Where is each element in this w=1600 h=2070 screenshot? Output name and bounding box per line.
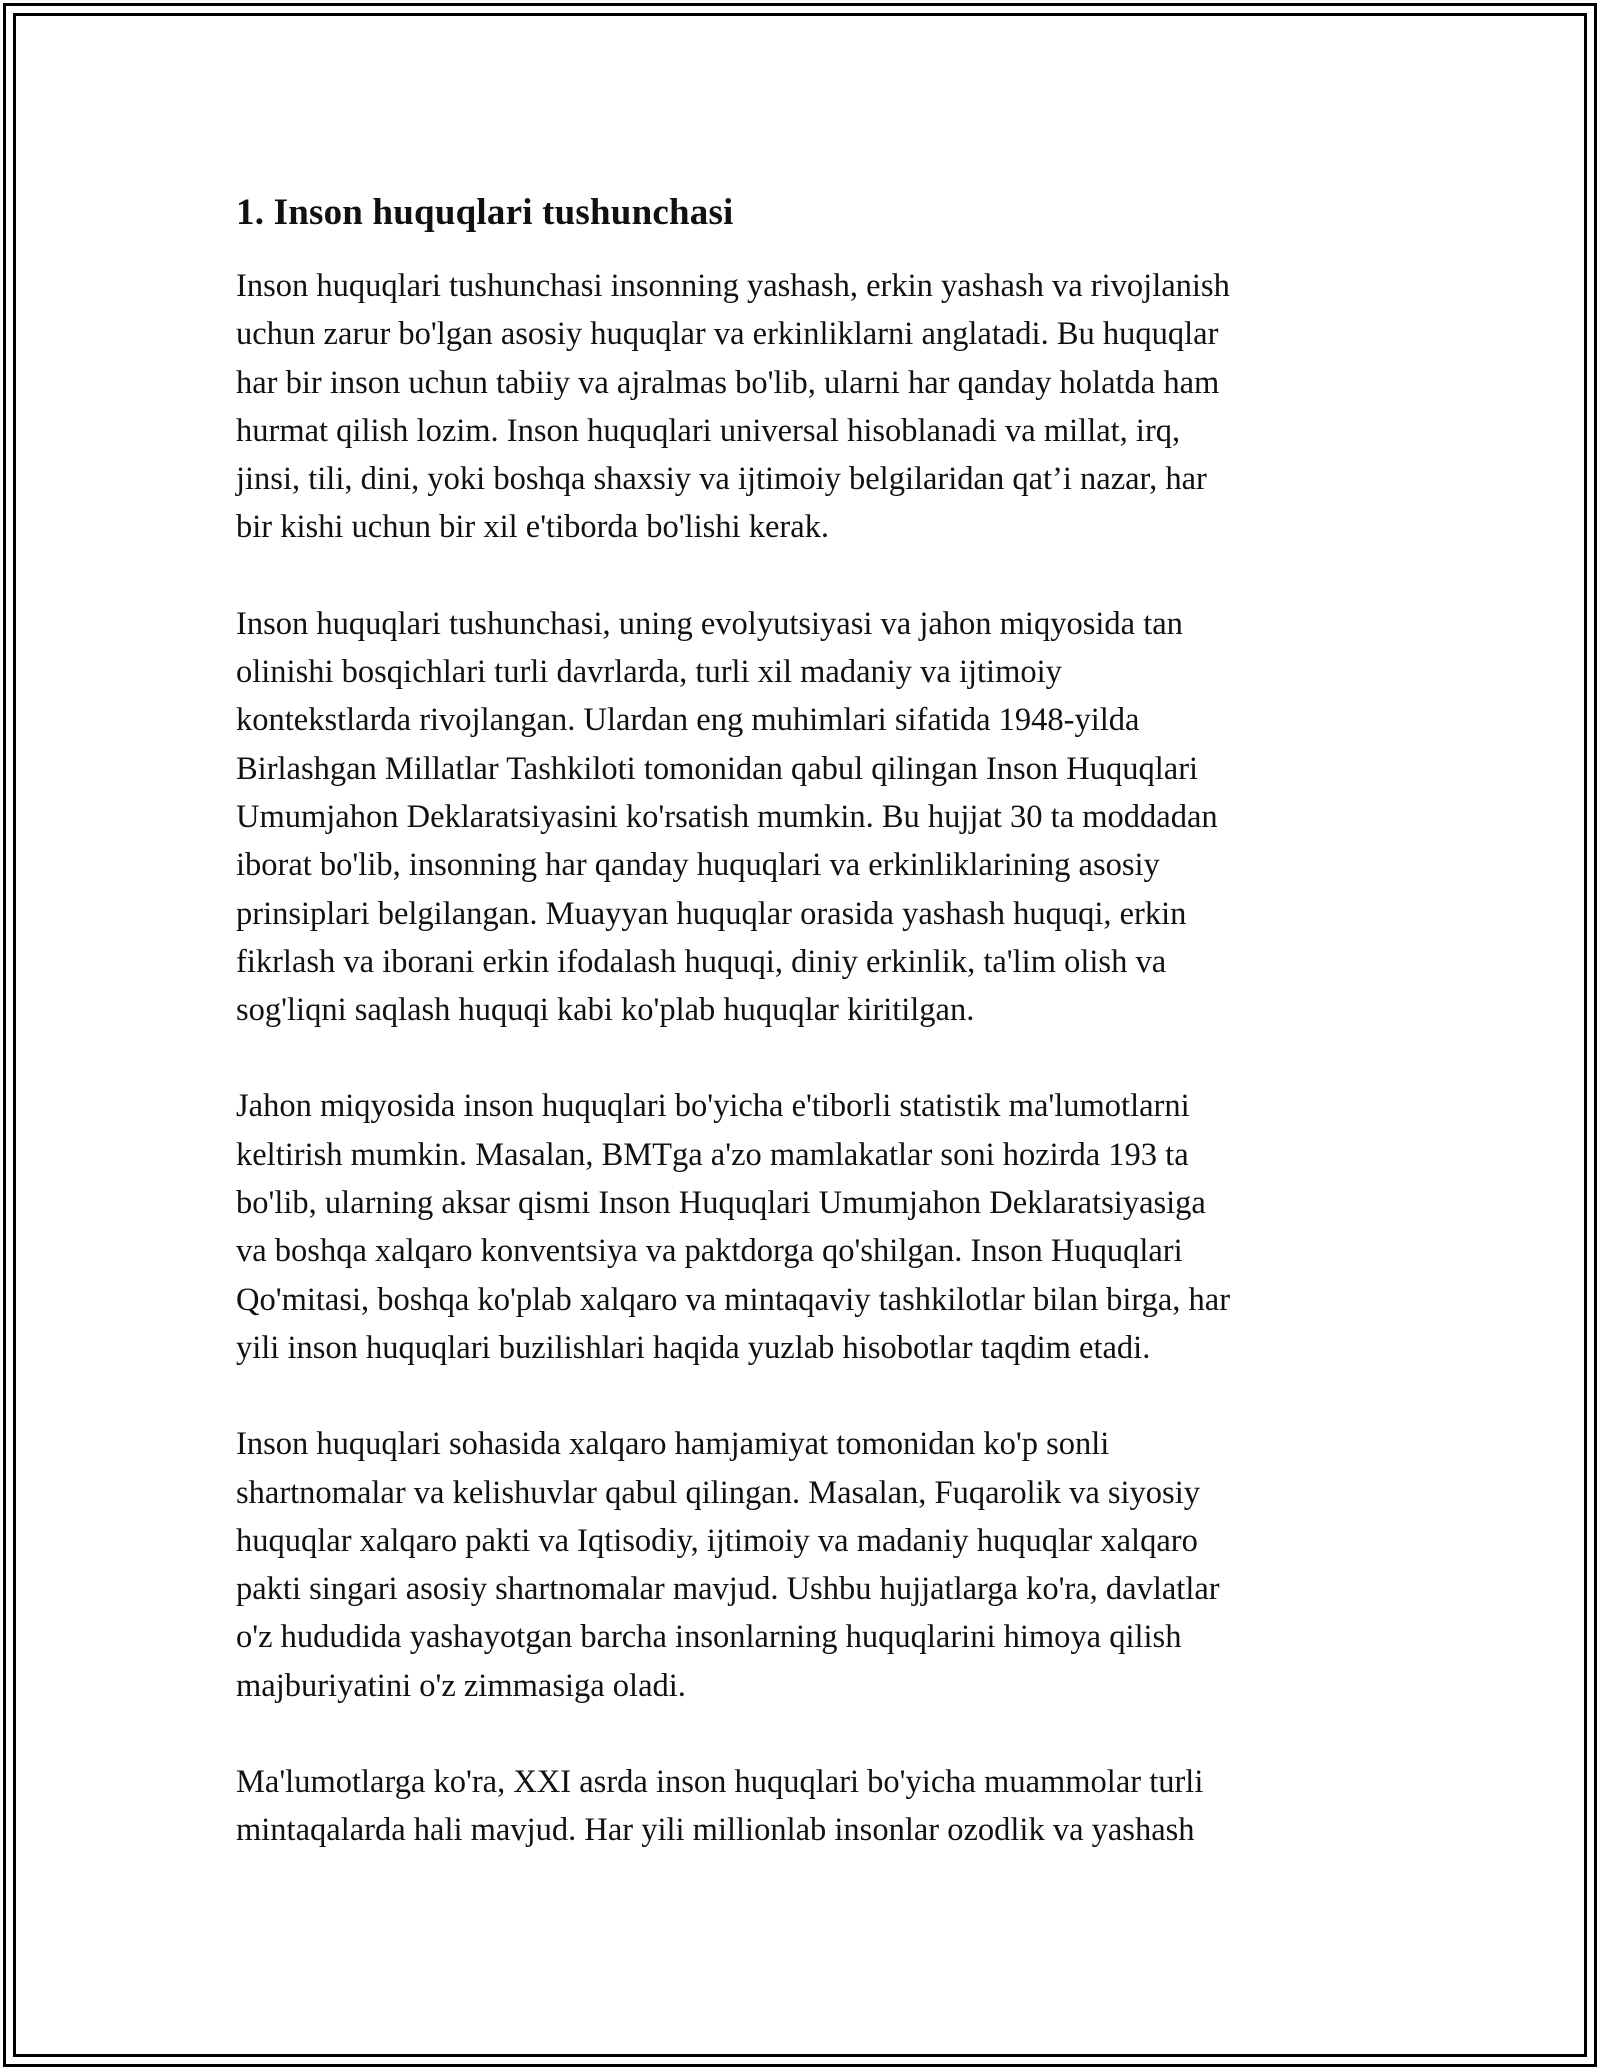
text-line: Inson huquqlari tushunchasi insonning yashash, erkin yashash va rivojlanish (236, 268, 1230, 304)
text-line: yili inson huquqlari buzilishlari haqida yuzlab hisobotlar taqdim etadi. (236, 1329, 1151, 1366)
text-line: bo'lib, ularning aksar qismi Inson Huquqlari Umumjahon Deklaratsiyasiga (236, 1185, 1206, 1222)
text-line: sog'liqni saqlash huquqi kabi ko'plab huquqlar kiritilgan. (236, 992, 975, 1029)
text-line: iborat bo'lib, insonning har qanday huquqlari va erkinliklarining asosiy (236, 847, 1160, 884)
paragraph-5 (236, 1758, 1366, 1855)
text-line: va boshqa xalqaro konventsiya va paktdorga qo'shilgan. Inson Huquqlari (236, 1233, 1183, 1270)
document-body (236, 188, 1366, 1903)
text-line: bir kishi uchun bir xil e'tiborda bo'lishi kerak. (236, 509, 829, 546)
text-line: Jahon miqyosida inson huquqlari bo'yicha e'tiborli statistik ma'lumotlarni (236, 1088, 1190, 1125)
text-line: kontekstlarda rivojlangan. Ulardan eng muhimlari sifatida 1948-yilda (236, 702, 1140, 739)
text-line: har bir inson uchun tabiiy va ajralmas bo'lib, ularni har qanday holatda ham (236, 364, 1220, 401)
text-line: jinsi, tili, dini, yoki boshqa shaxsiy va ijtimoiy belgilaridan qat’i nazar, har (236, 461, 1207, 498)
text-line: Qo'mitasi, boshqa ko'plab xalqaro va mintaqaviy tashkilotlar bilan birga, har (236, 1281, 1231, 1318)
paragraph-1 (236, 262, 1366, 552)
text-line: keltirish mumkin. Masalan, BMTga a'zo mamlakatlar soni hozirda 193 ta (236, 1136, 1189, 1173)
text-line: olinishi bosqichlari turli davrlarda, turli xil madaniy va ijtimoiy (236, 654, 1062, 691)
text-line: o'z hududida yashayotgan barcha insonlarning huquqlarini himoya qilish (236, 1619, 1182, 1656)
section-heading: 1. Inson huquqlari tushunchasi (236, 192, 734, 233)
text-line: fikrlash va iborani erkin ifodalash huquqi, diniy erkinlik, ta'lim olish va (236, 943, 1167, 980)
paragraph-2 (236, 600, 1366, 1035)
text-line: Inson huquqlari tushunchasi, uning evolyutsiyasi va jahon miqyosida tan (236, 605, 1183, 642)
text-line: uchun zarur bo'lgan asosiy huquqlar va erkinliklarni anglatadi. Bu huquqlar (236, 316, 1219, 353)
text-line: hurmat qilish lozim. Inson huquqlari universal hisoblanadi va millat, irq, (236, 412, 1181, 449)
text-line: Ma'lumotlarga ko'ra, XXI asrda inson huquqlari bo'yicha muammolar turli (236, 1764, 1204, 1801)
text-line: huquqlar xalqaro pakti va Iqtisodiy, ijtimoiy va madaniy huquqlar xalqaro (236, 1522, 1198, 1559)
text-line: Umumjahon Deklaratsiyasini ko'rsatish mumkin. Bu hujjat 30 ta moddadan (236, 798, 1218, 835)
text-line: Inson huquqlari sohasida xalqaro hamjamiyat tomonidan ko'p sonli (236, 1426, 1110, 1463)
text-line: shartnomalar va kelishuvlar qabul qilingan. Masalan, Fuqarolik va siyosiy (236, 1474, 1200, 1511)
text-line: mintaqalarda hali mavjud. Har yili millionlab insonlar ozodlik va yashash (236, 1812, 1195, 1849)
text-line: pakti singari asosiy shartnomalar mavjud. Ushbu hujjatlarga ko'ra, davlatlar (236, 1571, 1220, 1608)
paragraph-4 (236, 1420, 1366, 1710)
text-line: prinsiplari belgilangan. Muayyan huquqlar orasida yashash huquqi, erkin (236, 895, 1187, 932)
text-line: majburiyatini o'z zimmasiga oladi. (236, 1667, 686, 1704)
paragraph-3 (236, 1082, 1366, 1372)
text-line: Birlashgan Millatlar Tashkiloti tomonidan qabul qilingan Inson Huquqlari (236, 750, 1199, 787)
